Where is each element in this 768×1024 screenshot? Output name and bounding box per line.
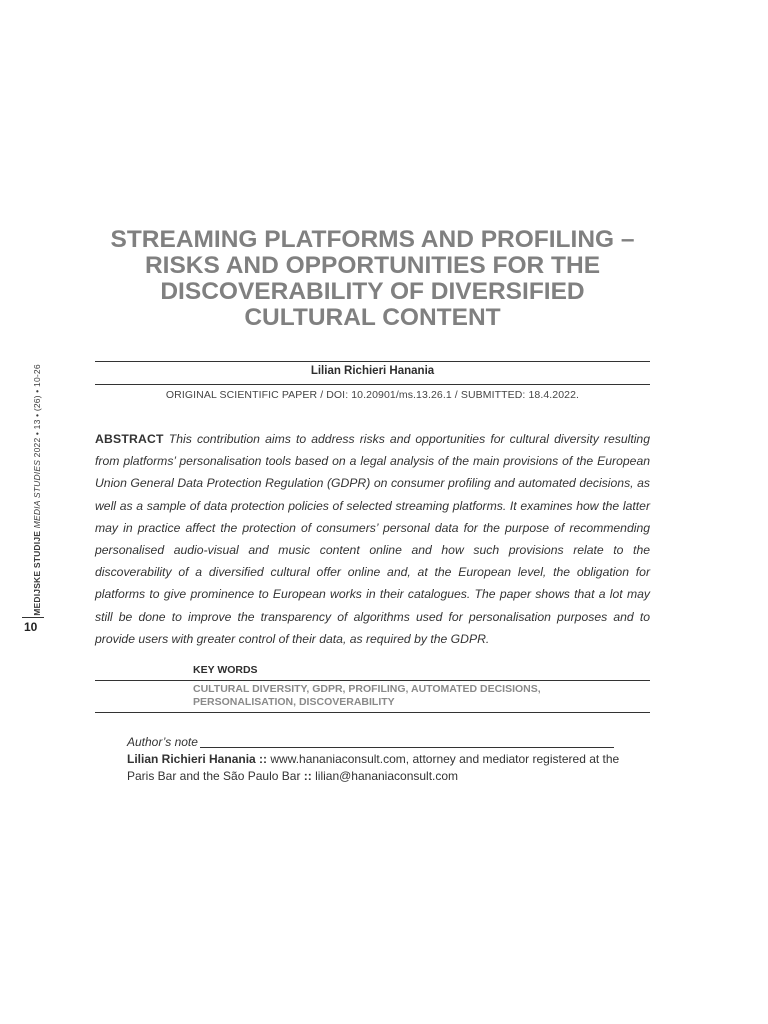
authors-note-text: www.hananiaconsult.com, attorney and mediator registered at the Paris Bar and the São Paulo Bar <box>127 752 620 783</box>
author-divider <box>95 384 650 385</box>
abstract-label: ABSTRACT <box>95 432 164 446</box>
authors-note <box>127 734 627 785</box>
authors-note-email: lilian@hananiaconsult.com <box>311 769 459 783</box>
keywords-divider-bottom <box>95 712 650 713</box>
page-number-rule <box>22 617 44 618</box>
journal-name: MEDIJSKE STUDIJE <box>32 530 43 616</box>
paper-title: STREAMING PLATFORMS AND PROFILING – RISKS AND OPPORTUNITIES FOR THE DISCOVERABILITY OF DIVERSIFIED CULTURAL CONTENT <box>110 226 635 331</box>
abstract-text: This contribution aims to address risks and opportunities for cultural diversity resulting from platforms’ personalisation tools based on a legal analysis of the main provisions of the European Union General Data Protection Regulation (GDPR) on consumer profiling and automated decisions, as well as a sample of data protection policies of selected streaming platforms. It examines how the latter may in practice affect the protection of consumers’ personal data for the purpose of recommending personalised audio-visual and music content online and how such provisions relate to the discoverability of a diversified cultural offer online and, at the European level, the obligation for platforms to give prominence to European works in their catalogues. The paper shows that a lot may still be done to improve the transparency of algorithms used for personalisation purposes and to provide users with greater control of their data, as required by the GDPR. <box>95 432 650 646</box>
journal-issue: 2022 • 13 • (26) • 10-26 <box>32 363 43 457</box>
title-divider <box>95 361 650 362</box>
authors-note-line <box>200 747 614 748</box>
journal-name-en: MEDIA STUDIES <box>32 459 43 528</box>
page-number: 10 <box>24 620 38 634</box>
abstract <box>95 428 650 650</box>
keywords-divider-top <box>95 680 650 681</box>
paper-meta: ORIGINAL SCIENTIFIC PAPER / DOI: 10.20901/ms.13.26.1 / SUBMITTED: 18.4.2022. <box>165 389 580 401</box>
journal-spine <box>28 362 46 617</box>
authors-note-label: Author’s note <box>127 735 198 749</box>
author-name: Lilian Richieri Hanania <box>310 365 435 377</box>
keywords-label: KEY WORDS <box>193 664 258 676</box>
authors-note-separator: :: <box>303 769 312 783</box>
keywords-values: CULTURAL DIVERSITY, GDPR, PROFILING, AUTOMATED DECISIONS, PERSONALISATION, DISCOVERABILITY <box>193 683 541 708</box>
authors-note-name: Lilian Richieri Hanania :: <box>127 752 268 766</box>
